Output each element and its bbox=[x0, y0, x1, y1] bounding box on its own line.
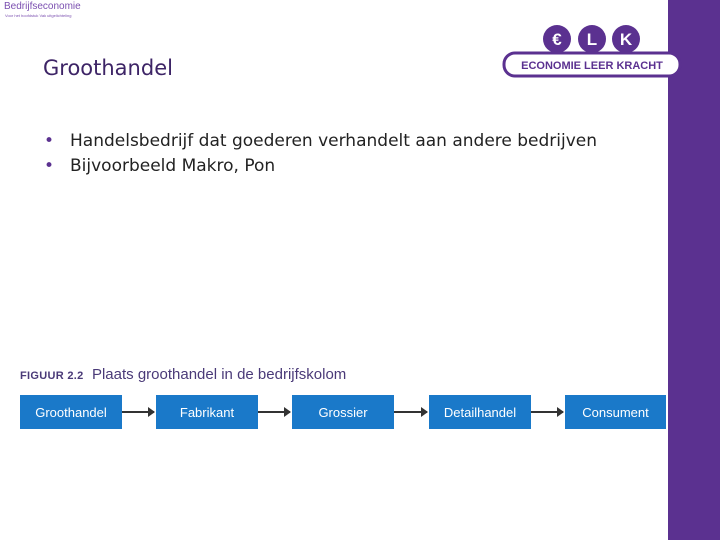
arrow-right-icon bbox=[531, 411, 563, 413]
arrow-right-icon bbox=[394, 411, 427, 413]
elk-logo bbox=[502, 22, 684, 80]
chain-step-grossier: Grossier bbox=[292, 395, 394, 429]
bullet-list bbox=[44, 129, 597, 179]
brand-subtitle: Voor het hoofdstuk Vak uitgelichteling bbox=[5, 13, 72, 18]
bullet-item bbox=[44, 129, 597, 154]
sidebar-accent-bar bbox=[668, 0, 720, 540]
bullet-text: Handelsbedrijf dat goederen verhandelt aan andere bedrijven bbox=[70, 131, 598, 151]
arrow-right-icon bbox=[258, 411, 290, 413]
brand-title: Bedrijfseconomie bbox=[4, 1, 81, 12]
chain-step-groothandel: Groothandel bbox=[20, 395, 122, 429]
arrow-right-icon bbox=[122, 411, 154, 413]
bedrijfskolom-chain bbox=[0, 395, 668, 431]
bullet-dot-icon: • bbox=[44, 156, 55, 176]
logo-symbol-l: L bbox=[586, 30, 598, 49]
chain-step-detailhandel: Detailhandel bbox=[429, 395, 531, 429]
figure-caption bbox=[20, 366, 346, 384]
bullet-text: Bijvoorbeeld Makro, Pon bbox=[70, 156, 276, 176]
slide-title: Groothandel bbox=[43, 56, 173, 80]
logo-text: ECONOMIE LEER KRACHT bbox=[521, 60, 663, 72]
chain-step-fabrikant: Fabrikant bbox=[156, 395, 258, 429]
figure-label: FIGUUR 2.2 bbox=[20, 370, 84, 382]
bullet-dot-icon: • bbox=[44, 131, 55, 151]
figure-title: Plaats groothandel in de bedrijfskolom bbox=[91, 366, 347, 383]
bullet-item bbox=[44, 154, 597, 179]
logo-symbol-k: K bbox=[619, 30, 633, 49]
logo-symbol-euro: € bbox=[552, 30, 562, 49]
chain-step-consument: Consument bbox=[565, 395, 666, 429]
